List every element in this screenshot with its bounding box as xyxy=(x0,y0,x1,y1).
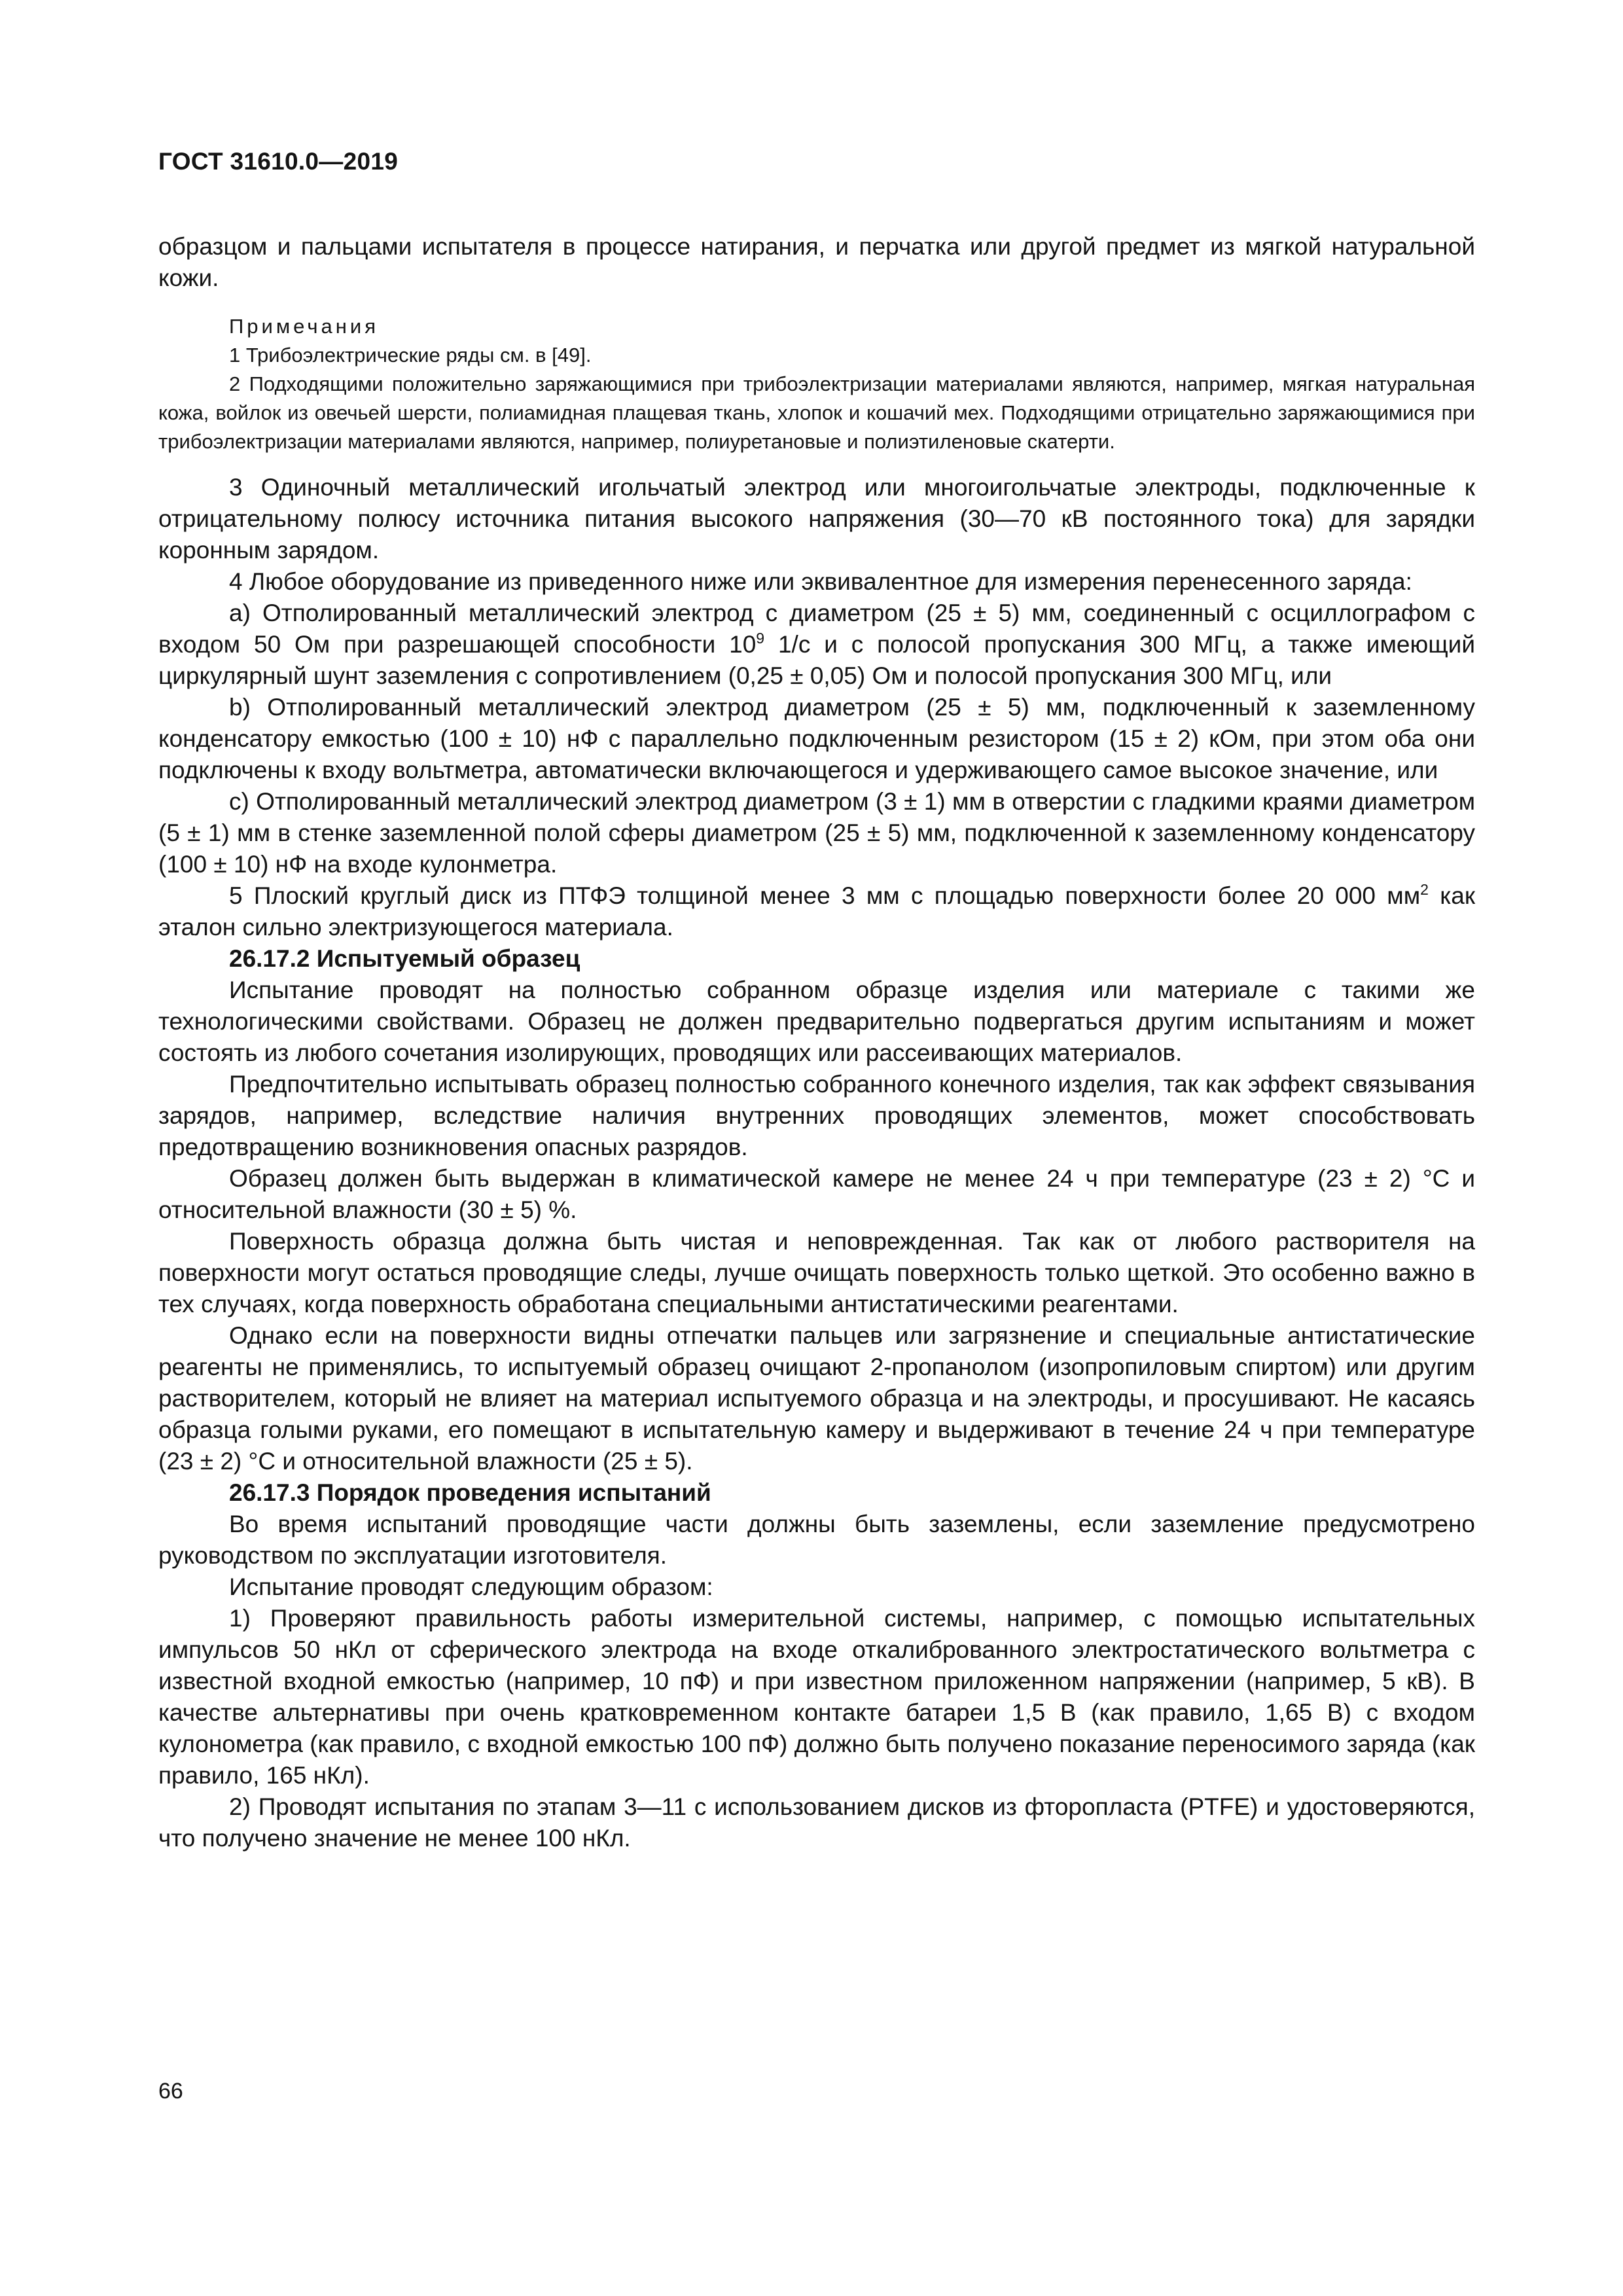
document-page xyxy=(158,149,1475,1854)
section-26-17-2-paragraph-3: Образец должен быть выдержан в климатической камере не менее 24 ч при температуре (23 ± 2) °С и относительной влажности (30 ± 5) %. xyxy=(158,1165,1475,1223)
section-26-17-2-paragraph-2: Предпочтительно испытывать образец полностью собранного конечного изделия, так как эффект связывания зарядов, например, вследствие наличия внутренних проводящих элементов, может способствовать предотвращению возникновения опасных разрядов. xyxy=(158,1071,1475,1160)
section-heading-26-17-2: 26.17.2 Испытуемый образец xyxy=(229,945,580,972)
equipment-item-5-text-1: 5 Плоский круглый диск из ПТФЭ толщиной менее 3 мм с площадью поверхности более 20 000 мм xyxy=(229,882,1421,909)
equipment-item-4: 4 Любое оборудование из приведенного ниже или эквивалентное для измерения перенесенного заряда: xyxy=(229,568,1412,595)
document-header-standard-number: ГОСТ 31610.0—2019 xyxy=(158,148,399,175)
document-body xyxy=(158,231,1475,1854)
section-26-17-3-paragraph-2: Испытание проводят следующим образом: xyxy=(229,1573,713,1600)
equipment-item-a-text-2: 1/с и с полосой пропускания 300 МГц, а также имеющий циркулярный шунт заземления с сопротивлением (0,25 ± 0,05) Ом и полосой пропускания 300 МГц, или xyxy=(158,631,1475,689)
equipment-item-5-text-2: как эталон сильно электризующегося материала. xyxy=(158,882,1476,941)
note-1: 1 Трибоэлектрические ряды см. в [49]. xyxy=(229,344,592,367)
notes-title: Примечания xyxy=(229,315,379,338)
test-step-1: 1) Проверяют правильность работы измерительной системы, например, с помощью испытательных импульсов 50 нКл от сферического электрода на входе откалиброванного электростатического вольтметра с известной входной емкостью (например, 10 пФ) и при известном приложенном напряжении (например, 5 кВ). В качестве альтернативы при очень кратковременном контакте батареи 1,5 В (как правило, 1,65 В) с входом кулонометра (как правило, с входной емкостью 100 пФ) должно быть получено показание переносимого заряда (как правило, 165 нКл). xyxy=(158,1605,1475,1789)
equipment-item-a-exponent: 9 xyxy=(756,630,765,647)
equipment-item-a-text-1: a) Отполированный металлический электрод с диаметром (25 ± 5) мм, соединенный с осциллографом с входом 50 Ом при разрешающей способности 10 xyxy=(158,600,1475,658)
equipment-item-5 xyxy=(158,880,1475,943)
note-2: 2 Подходящими положительно заряжающимися при трибоэлектризации материалами являются, например, мягкая натуральная кожа, войлок из овечьей шерсти, полиамидная плащевая ткань, хлопок и кошачий мех. Подходящими отрицательно заряжающимися при трибоэлектризации материалами являются, например, полиуретановые и полиэтиленовые скатерти. xyxy=(158,372,1475,453)
test-step-2: 2) Проводят испытания по этапам 3—11 с использованием дисков из фторопласта (PTFE) и удостоверяются, что получено значение не менее 100 нКл. xyxy=(158,1793,1475,1852)
section-26-17-2-paragraph-5: Однако если на поверхности видны отпечатки пальцев или загрязнение и специальные антистатические реагенты не применялись, то испытуемый образец очищают 2-пропанолом (изопропиловым спиртом) или другим растворителем, который не влияет на материал испытуемого образца и на электроды, и просушивают. Не касаясь образца голыми руками, его помещают в испытательную камеру и выдерживают в течение 24 ч при температуре (23 ± 2) °С и относительной влажности (25 ± 5). xyxy=(158,1322,1475,1475)
equipment-item-3: 3 Одиночный металлический игольчатый электрод или многоигольчатые электроды, подключенные к отрицательному полюсу источника питания высокого напряжения (30—70 кВ постоянного тока) для зарядки коронным зарядом. xyxy=(158,474,1475,564)
equipment-item-a xyxy=(158,598,1475,692)
section-26-17-2-paragraph-1: Испытание проводят на полностью собранном образце изделия или материале с такими же технологическими свойствами. Образец не должен предварительно подвергаться другим испытаниям и может состоять из любого сочетания изолирующих, проводящих или рассеивающих материалов. xyxy=(158,977,1475,1066)
equipment-item-5-exponent: 2 xyxy=(1420,881,1429,898)
intro-paragraph: образцом и пальцами испытателя в процессе натирания, и перчатка или другой предмет из мягкой натуральной кожи. xyxy=(158,233,1475,291)
section-heading-26-17-3: 26.17.3 Порядок проведения испытаний xyxy=(229,1479,711,1506)
equipment-item-c: c) Отполированный металлический электрод диаметром (3 ± 1) мм в отверстии с гладкими краями диаметром (5 ± 1) мм в стенке заземленной полой сферы диаметром (25 ± 5) мм, подключенной к заземленному конденсатору (100 ± 10) нФ на входе кулонметра. xyxy=(158,788,1475,878)
section-26-17-2-paragraph-4: Поверхность образца должна быть чистая и неповрежденная. Так как от любого растворителя на поверхности могут остаться проводящие следы, лучше очищать поверхность только щеткой. Это особенно важно в тех случаях, когда поверхность обработана специальными антистатическими реагентами. xyxy=(158,1228,1475,1318)
section-26-17-3-paragraph-1: Во время испытаний проводящие части должны быть заземлены, если заземление предусмотрено руководством по эксплуатации изготовителя. xyxy=(158,1511,1475,1569)
page-number: 66 xyxy=(158,2079,183,2104)
equipment-item-b: b) Отполированный металлический электрод диаметром (25 ± 5) мм, подключенный к заземленному конденсатору емкостью (100 ± 10) нФ с параллельно подключенным резистором (15 ± 2) кОм, при этом оба они подключены к входу вольтметра, автоматически включающегося и удерживающего самое высокое значение, или xyxy=(158,694,1475,783)
notes-block xyxy=(158,312,1475,456)
